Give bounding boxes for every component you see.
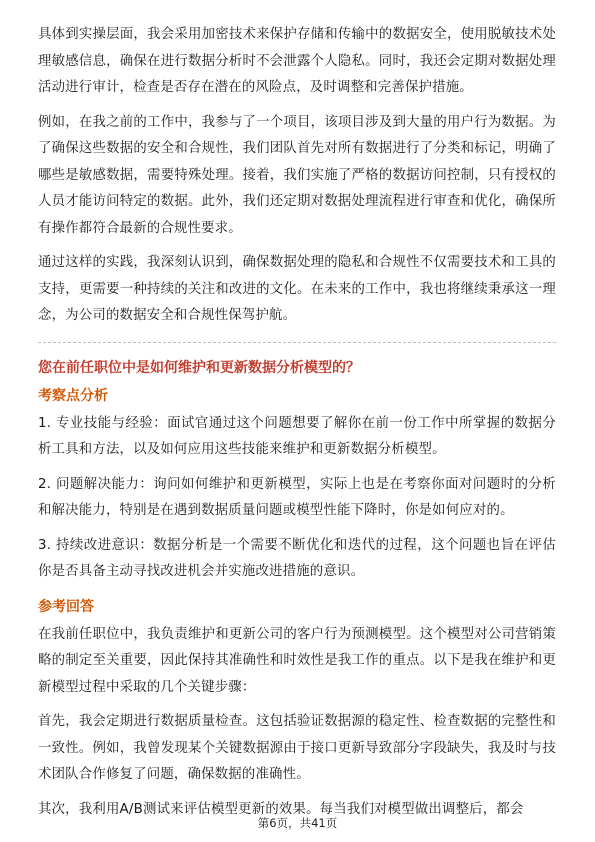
analysis-item-2: 2. 问题解决能力：询问如何维护和更新模型，实际上也是在考察你面对问题时的分析和解决能力，特别是在遇到数据质量问题或模型性能下降时，你是如何应对的。 (38, 476, 556, 518)
answer-paragraph-first: 首先，我会定期进行数据质量检查。这包括验证数据源的稳定性、检查数据的完整性和一致性。例如，我曾发现某个关键数据源由于接口更新导致部分字段缺失，我及时与技术团队合作修复了问题，确保数据的准确性。 (38, 714, 556, 782)
answer-paragraph-intro: 在我前任职位中，我负责维护和更新公司的客户行为预测模型。这个模型对公司营销策略的制定至关重要，因此保持其准确性和时效性是我工作的重点。以下是我在维护和更新模型过程中采取的几个关键步骤： (38, 626, 556, 695)
analysis-item-3: 3. 持续改进意识：数据分析是一个需要不断优化和迭代的过程，这个问题也旨在评估你是否具备主动寻找改进机会并实施改进措施的意识。 (38, 537, 556, 579)
paragraph-encryption: 具体到实操层面，我会采用加密技术来保护存储和传输中的数据安全，使用脱敏技术处理敏感信息，确保在进行数据分析时不会泄露个人隐私。同时，我还会定期对数据处理活动进行审计，检查是否存在潜在的风险点，及时调整和完善保护措施。 (38, 27, 556, 95)
page-content (38, 22, 556, 831)
answer-paragraph-second: 其次，我利用A/B测试来评估模型更新的效果。每当我们对模型做出调整后，都会 (38, 801, 524, 817)
question-heading: 您在前任职位中是如何维护和更新数据分析模型的？ (38, 359, 360, 376)
analysis-heading: 考察点分析 (38, 387, 108, 404)
page-number: 第6页，共41页 (257, 816, 338, 830)
answer-heading: 参考回答 (38, 598, 94, 615)
section-divider (38, 342, 556, 343)
paragraph-conclusion: 通过这样的实践，我深刻认识到，确保数据处理的隐私和合规性不仅需要技术和工具的支持，更需要一种持续的关注和改进的文化。在未来的工作中，我也将继续秉承这一理念，为公司的数据安全和合规性保驾护航。 (38, 255, 556, 323)
analysis-item-1: 1. 专业技能与经验：面试官通过这个问题想要了解你在前一份工作中所掌握的数据分析工具和方法，以及如何应用这些技能来维护和更新数据分析模型。 (38, 415, 556, 457)
paragraph-example: 例如，在我之前的工作中，我参与了一个项目，该项目涉及到大量的用户行为数据。为了确保这些数据的安全和合规性，我们团队首先对所有数据进行了分类和标记，明确了哪些是敏感数据，需要特殊处理。接着，我们实施了严格的数据访问控制，只有授权的人员才能访问特定的数据。此外，我们还定期对数据处理流程进行审查和优化，确保所有操作都符合最新的合规性要求。 (38, 114, 556, 236)
